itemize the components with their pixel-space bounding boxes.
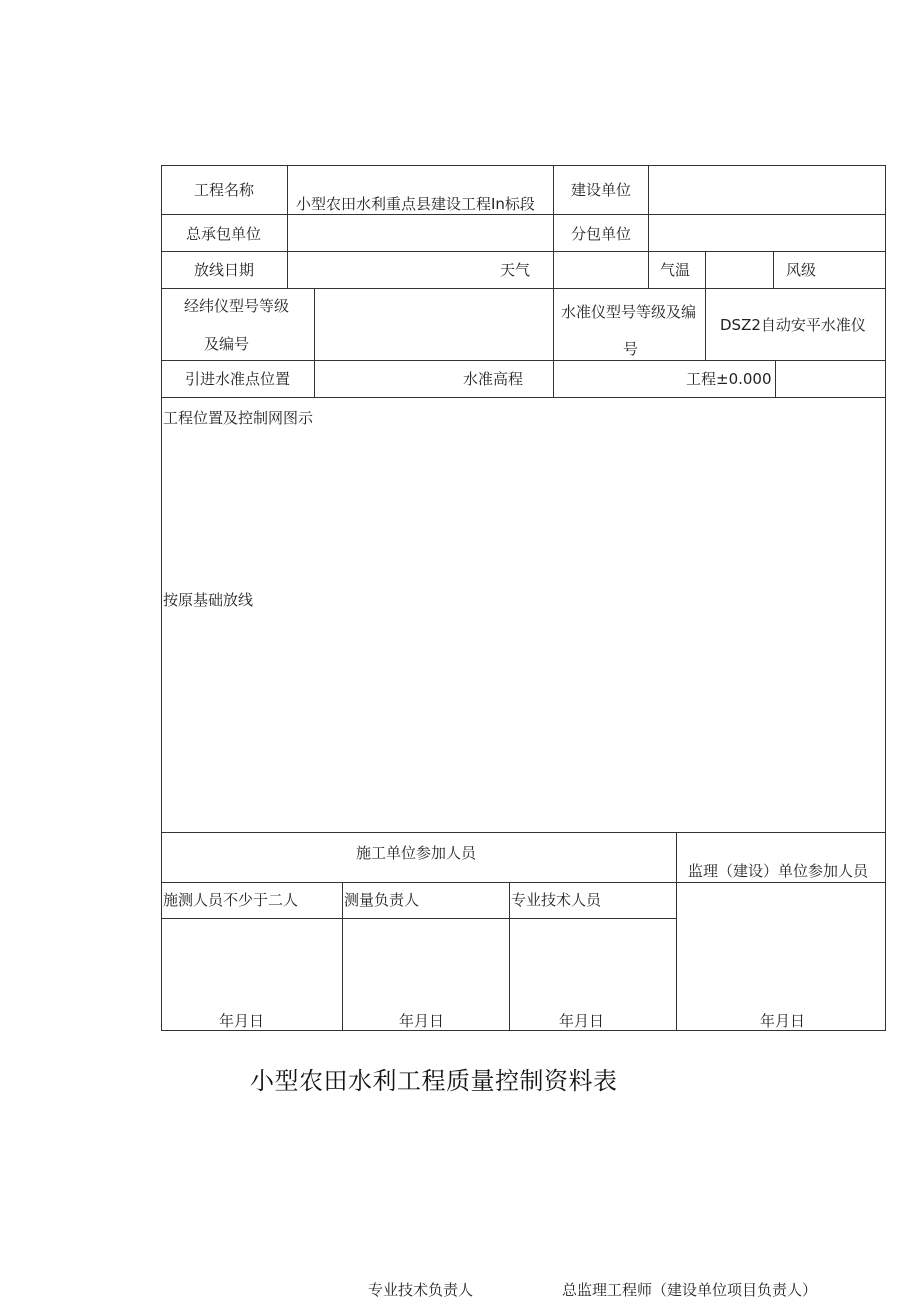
rule-col-temp2 (705, 251, 706, 288)
date-supervision: 年月日 (760, 1012, 806, 1030)
date-survey-lead: 年月日 (399, 1012, 445, 1030)
sub-contractor-label: 分包单位 (571, 225, 632, 243)
rule-staff-split (676, 832, 677, 1031)
rule-col-b (553, 165, 554, 289)
weather-label: 天气 (500, 261, 531, 279)
rule-left (161, 165, 162, 1031)
rule-r4-c (705, 288, 706, 360)
rule-bottom (161, 1030, 886, 1031)
layout-date-label: 放线日期 (194, 261, 255, 279)
construction-staff-label: 施工单位参加人员 (356, 844, 477, 862)
surveyors-label: 施测人员不少于二人 (163, 891, 299, 909)
rule-col-c (648, 165, 649, 251)
rule-staff-header (161, 882, 886, 883)
rule-r5-c (775, 360, 776, 397)
page-title-text: 小型农田水利工程质量控制资料表 (250, 1067, 618, 1095)
diagram-label: 工程位置及控制网图示 (163, 409, 314, 427)
rule-row5 (161, 397, 886, 398)
benchmark-position-label: 引进水准点位置 (185, 370, 291, 388)
date-tech-staff: 年月日 (559, 1012, 605, 1030)
rule-col-temp (648, 251, 649, 288)
survey-lead-label: 测量负责人 (344, 891, 420, 909)
rule-staff-a (342, 882, 343, 1031)
theodolite-label-line1: 经纬仪型号等级 (184, 297, 290, 315)
supervision-staff-label: 监理（建设）单位参加人员 (688, 862, 869, 880)
rule-row2 (161, 251, 886, 252)
wind-label: 风级 (786, 261, 817, 279)
diagram-note: 按原基础放线 (163, 591, 254, 609)
rule-row1 (161, 214, 886, 215)
rule-right (885, 165, 886, 1031)
tech-staff-label: 专业技术人员 (511, 891, 602, 909)
level-label-line2: 号 (623, 340, 639, 358)
rule-diagram-bottom (161, 832, 886, 833)
project-zero-label: 工程±0.000 (686, 370, 772, 388)
rule-row4 (161, 360, 886, 361)
rule-col-a (287, 165, 288, 289)
date-surveyors: 年月日 (219, 1012, 265, 1030)
footer-tech-lead: 专业技术负责人 (368, 1281, 474, 1299)
rule-r4-a (314, 288, 315, 398)
rule-col-wind (773, 251, 774, 288)
owner-label: 建设单位 (571, 181, 632, 199)
theodolite-label-line2: 及编号 (204, 335, 250, 353)
temperature-label: 气温 (660, 261, 691, 279)
footer-chief-supervisor: 总监理工程师（建设单位项目负责人） (562, 1281, 818, 1299)
main-contractor-label: 总承包单位 (186, 225, 262, 243)
rule-staff-sub (161, 918, 676, 919)
rule-row3 (161, 288, 886, 289)
rule-staff-b (509, 882, 510, 1031)
project-name-value: 小型农田水利重点县建设工程In标段 (296, 195, 535, 213)
benchmark-elevation-label: 水准高程 (463, 370, 524, 388)
level-label-line1: 水准仪型号等级及编 (561, 303, 697, 321)
level-value: DSZ2自动安平水准仪 (720, 316, 866, 334)
rule-r4-b (553, 288, 554, 398)
project-name-label: 工程名称 (194, 181, 255, 199)
rule-top (161, 165, 886, 166)
